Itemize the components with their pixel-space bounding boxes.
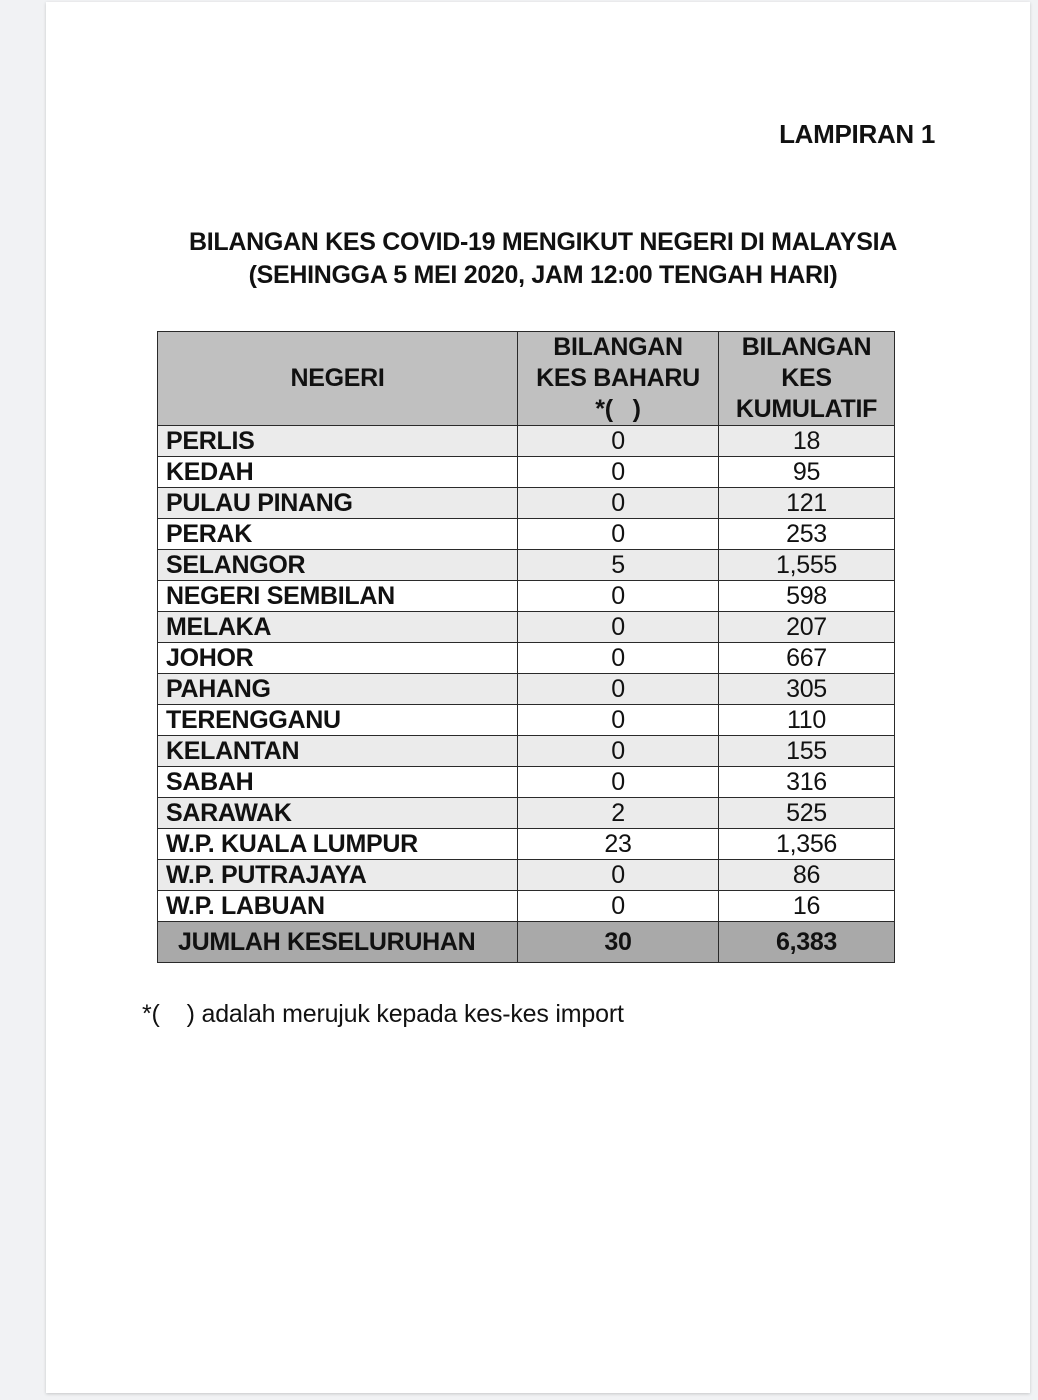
new-cases-cell: 0 — [518, 457, 719, 488]
cumulative-cell: 253 — [719, 519, 895, 550]
state-cell: PULAU PINANG — [158, 488, 518, 519]
cumulative-cell: 18 — [719, 426, 895, 457]
table-row — [158, 488, 895, 519]
state-cell: SABAH — [158, 767, 518, 798]
state-cell: TERENGGANU — [158, 705, 518, 736]
new-cases-cell: 0 — [518, 519, 719, 550]
cumulative-cell: 525 — [719, 798, 895, 829]
state-cell: NEGERI SEMBILAN — [158, 581, 518, 612]
new-cases-cell: 0 — [518, 674, 719, 705]
new-cases-cell: 5 — [518, 550, 719, 581]
footnote: *( ) adalah merujuk kepada kes-kes import — [142, 1000, 624, 1028]
cumulative-cell: 207 — [719, 612, 895, 643]
document-page — [46, 2, 1030, 1393]
table-row — [158, 426, 895, 457]
new-cases-cell: 23 — [518, 829, 719, 860]
table-header-row — [158, 332, 895, 426]
header-state: NEGERI — [158, 332, 518, 426]
state-cell: PERLIS — [158, 426, 518, 457]
cumulative-cell: 316 — [719, 767, 895, 798]
new-cases-cell: 0 — [518, 426, 719, 457]
table-row — [158, 550, 895, 581]
state-cell: JOHOR — [158, 643, 518, 674]
cumulative-cell: 95 — [719, 457, 895, 488]
new-cases-cell: 0 — [518, 891, 719, 922]
table-row — [158, 705, 895, 736]
new-cases-cell: 0 — [518, 581, 719, 612]
table-row — [158, 767, 895, 798]
new-cases-cell: 0 — [518, 643, 719, 674]
new-cases-cell: 2 — [518, 798, 719, 829]
table-body — [158, 426, 895, 922]
cumulative-cell: 1,356 — [719, 829, 895, 860]
table-row — [158, 829, 895, 860]
state-cell: MELAKA — [158, 612, 518, 643]
state-cell: PERAK — [158, 519, 518, 550]
annex-label: LAMPIRAN 1 — [779, 119, 935, 149]
state-cell: W.P. PUTRAJAYA — [158, 860, 518, 891]
table-row — [158, 612, 895, 643]
state-cell: W.P. LABUAN — [158, 891, 518, 922]
cumulative-cell: 121 — [719, 488, 895, 519]
title-line-1: BILANGAN KES COVID-19 MENGIKUT NEGERI DI MALAYSIA — [188, 228, 898, 256]
state-cell: PAHANG — [158, 674, 518, 705]
total-new-cases: 30 — [518, 922, 719, 963]
cumulative-cell: 16 — [719, 891, 895, 922]
cumulative-cell: 86 — [719, 860, 895, 891]
new-cases-cell: 0 — [518, 488, 719, 519]
new-cases-cell: 0 — [518, 736, 719, 767]
state-cell: KEDAH — [158, 457, 518, 488]
table-row — [158, 860, 895, 891]
state-cell: W.P. KUALA LUMPUR — [158, 829, 518, 860]
covid-cases-table — [157, 331, 895, 963]
total-row — [158, 922, 895, 963]
table-row — [158, 519, 895, 550]
table-row — [158, 736, 895, 767]
title-line-2: (SEHINGGA 5 MEI 2020, JAM 12:00 TENGAH HARI) — [248, 261, 838, 289]
table-row — [158, 581, 895, 612]
document-title — [46, 226, 1030, 292]
state-cell: KELANTAN — [158, 736, 518, 767]
cumulative-cell: 598 — [719, 581, 895, 612]
new-cases-cell: 0 — [518, 860, 719, 891]
cumulative-cell: 667 — [719, 643, 895, 674]
new-cases-cell: 0 — [518, 705, 719, 736]
state-cell: SELANGOR — [158, 550, 518, 581]
total-cumulative: 6,383 — [719, 922, 895, 963]
new-cases-cell: 0 — [518, 612, 719, 643]
table-row — [158, 457, 895, 488]
table-row — [158, 643, 895, 674]
table-row — [158, 674, 895, 705]
cumulative-cell: 305 — [719, 674, 895, 705]
total-label: JUMLAH KESELURUHAN — [158, 922, 518, 963]
cumulative-cell: 155 — [719, 736, 895, 767]
new-cases-cell: 0 — [518, 767, 719, 798]
table-row — [158, 798, 895, 829]
state-cell: SARAWAK — [158, 798, 518, 829]
cumulative-cell: 110 — [719, 705, 895, 736]
cumulative-cell: 1,555 — [719, 550, 895, 581]
header-cumulative: BILANGAN KES KUMULATIF — [719, 332, 895, 426]
table-row — [158, 891, 895, 922]
header-new-cases: BILANGAN KES BAHARU *( ) — [518, 332, 719, 426]
